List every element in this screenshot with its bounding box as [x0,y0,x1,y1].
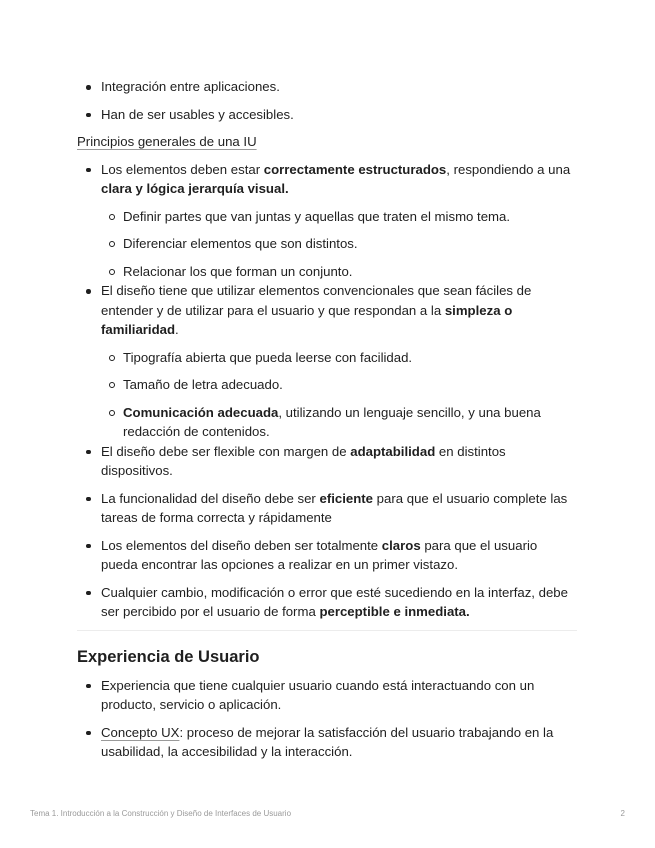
sub-list-item: Tipografía abierta que pueda leerse con facilidad. [101,348,577,368]
list-item: Los elementos deben estar correctamente estructurados, respondiendo a una clara y lógica jerarquía visual. Definir partes que van juntas y aquellas que traten el mismo tema. Diferenciar elementos que son distintos. Relacionar los que forman un conjunto. [77,160,577,282]
list-item: Han de ser usables y accesibles. [77,105,577,125]
page-content [77,77,577,770]
list-item: El diseño debe ser flexible con margen de adaptabilidad en distintos dispositivos. [77,442,577,481]
concepto-ux-link[interactable]: Concepto UX [101,724,180,740]
footer-title: Tema 1. Introducción a la Construcción y Diseño de Interfaces de Usuario [30,809,292,818]
list-item: Los elementos del diseño deben ser totalmente claros para que el usuario pueda encontrar las opciones a realizar en un primer vistazo. [77,536,577,575]
sub-list-item: Relacionar los que forman un conjunto. [101,262,577,282]
sub-list [101,207,577,282]
list-item: Integración entre aplicaciones. [77,77,577,97]
page-number: 2 [620,809,625,818]
sub-list-item: Comunicación adecuada, utilizando un lenguaje sencillo, y una buena redacción de contenidos. [101,403,577,442]
sub-list [101,348,577,442]
section-divider [77,630,577,631]
list-item: El diseño tiene que utilizar elementos convencionales que sean fáciles de entender y de utilizar para el usuario y que respondan a la simpleza o familiaridad. Tipografía abierta que pueda leerse con facilidad. Tamaño de letra adecuado. Comunicación adecuada, utilizando un lenguaje sencillo, y una buena redacción de contenidos. [77,281,577,442]
ux-heading: Experiencia de Usuario [77,647,260,666]
sub-list-item: Definir partes que van juntas y aquellas que traten el mismo tema. [101,207,577,227]
top-list [77,77,577,124]
list-item: Concepto UX: proceso de mejorar la satisfacción del usuario trabajando en la usabilidad, la accesibilidad y la interacción. [77,723,577,762]
sub-list-item: Tamaño de letra adecuado. [101,375,577,395]
page-footer [30,809,625,819]
list-item: La funcionalidad del diseño debe ser eficiente para que el usuario complete las tareas de forma correcta y rápidamente [77,489,577,528]
principles-heading: Principios generales de una IU [77,134,257,149]
list-item: Experiencia que tiene cualquier usuario cuando está interactuando con un producto, servicio o aplicación. [77,676,577,715]
sub-list-item: Diferenciar elementos que son distintos. [101,234,577,254]
list-item: Cualquier cambio, modificación o error que esté sucediendo en la interfaz, debe ser percibido por el usuario de forma perceptible e inmediata. [77,583,577,622]
ux-list [77,676,577,762]
principles-list [77,160,577,622]
